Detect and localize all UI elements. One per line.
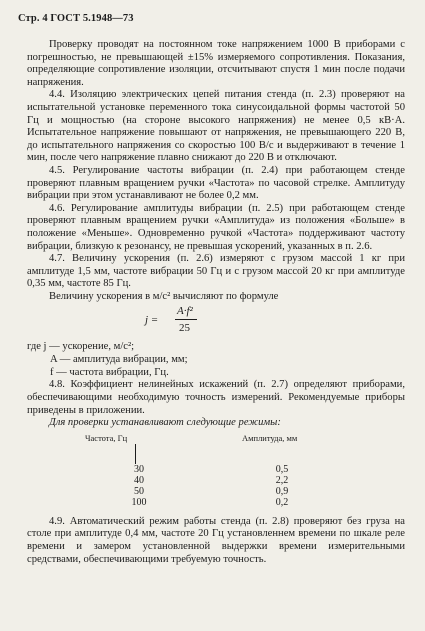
- formula-numerator: A·f²: [177, 305, 193, 318]
- table-cell: 0,5: [275, 463, 289, 475]
- formula-denominator: 25: [179, 322, 190, 335]
- paragraph-modes-intro: Для проверки устанавливают следующие режимы:: [49, 417, 281, 429]
- table-cell: 0,2: [275, 496, 289, 508]
- acceleration-formula: [27, 303, 405, 341]
- table-cell: 2,2: [275, 474, 289, 486]
- paragraph-4-4: 4.4. Изоляцию электрических цепей питания стенда (п. 2.3) проверяют на испытательной установке переменного тока синусоидальной формы частотой 50 Гц и мощностью (на стороне высокого напряжения) не менее 0,5 кВ·А. Испытательное напряжение повышают от напряжения, не превышающего 220 В, до испытательного напряжения со скоростью 100 В/с и выдерживают в течение 1 мин, после чего напряжение плавно снижают до 220 В и отключают.: [27, 89, 405, 164]
- page-header: Стр. 4 ГОСТ 5.1948—73: [18, 13, 134, 24]
- table-cell: 40: [134, 474, 144, 486]
- table-cell: 50: [134, 485, 144, 497]
- table-divider: [135, 444, 136, 464]
- legend-line: A — амплитуда вибрации, мм;: [50, 354, 188, 366]
- modes-table: [27, 430, 405, 512]
- table-header-amplitude: Амплитуда, мм: [242, 432, 298, 443]
- table-cell: 100: [131, 496, 147, 508]
- document-body: [27, 39, 405, 566]
- formula-lhs: j =: [145, 314, 159, 327]
- paragraph-4-6: 4.6. Регулирование амплитуды вибрации (п. 2.5) при работающем стенде проверяют плавным вращением ручки «Амплитуда» из положения «Больше» в положение «Меньше». Одновременно ручкой «Частота» поддерживают частоту вибрации, близкую к резонансу, не превышая ускорений, указанных в п. 2.6.: [27, 202, 405, 252]
- paragraph-formula-intro: Величину ускорения в м/с² вычисляют по формуле: [49, 290, 279, 302]
- formula-fraction-bar: [175, 319, 197, 320]
- paragraph-4-5: 4.5. Регулирование частоты вибрации (п. 2.4) при работающем стенде проверяют плавным вращением ручки «Частота» по часовой стрелке. Амплитуду вибрации при этом устанавливают не более 0,2 мм.: [27, 164, 405, 202]
- table-cell: 0,9: [275, 485, 289, 497]
- formula-legend: [27, 341, 405, 379]
- paragraph-4-8: 4.8. Коэффициент нелинейных искажений (п. 2.7) определяют приборами, обеспечивающими необходимую точность измерений. Рекомендуемые приборы приведены в приложении.: [27, 379, 405, 416]
- paragraph-4-9: 4.9. Автоматический режим работы стенда (п. 2.8) проверяют без груза на столе при амплитуде 0,4 мм, частоте 20 Гц установленнем времени по шкале реле времени и замером установленной выдержки времени измерительными средствами, обеспечивающими требуемую точность.: [27, 515, 405, 565]
- legend-line: где j — ускорение, м/с²;: [27, 341, 135, 353]
- table-cell: 30: [134, 463, 144, 475]
- paragraph-4-7: 4.7. Величину ускорения (п. 2.6) измеряют с грузом массой 1 кг при амплитуде 1,5 мм, частоте вибрации 50 Гц и с грузом массой 20 кг при амплитуде 0,35 мм, частоте 85 Гц.: [27, 253, 405, 290]
- table-header-frequency: Частота, Гц: [85, 432, 128, 443]
- paragraph: Проверку проводят на постоянном токе напряжением 1000 В приборами с погрешностью, не превышающей ±15% измеряемого сопротивления. Показания, определяющие сопротивление изоляции, отсчитывают спустя 1 мин после подачи напряжения.: [27, 39, 405, 88]
- legend-line: f — частота вибрации, Гц.: [50, 367, 169, 379]
